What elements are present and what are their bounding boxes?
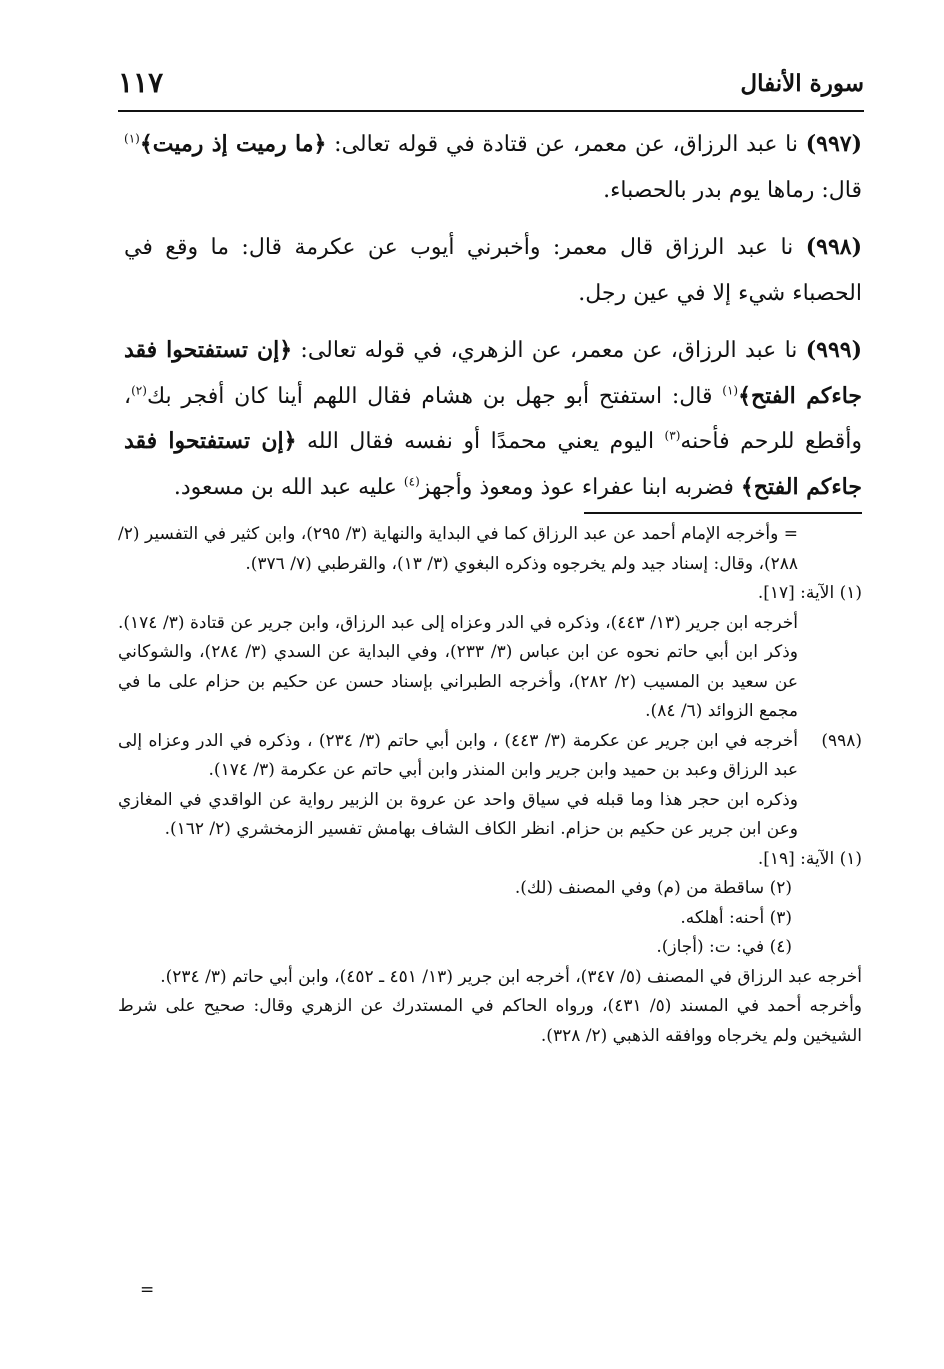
entry-text: فضربه ابنا عفراء عوذ ومعوذ وأجهز — [419, 474, 741, 500]
footnote-text: = وأخرجه الإمام أحمد عن عبد الرزاق كما في البداية والنهاية (٣/ ٢٩٥)، وابن كثير في التفسير (٢/ ٢٨٨)، وقال: إسناد جيد ولم يخرجوه وذكره البغوي (٣/ ١٣)، والقرطبي (٧/ ٣٧٦). — [118, 524, 798, 574]
entry-text: قال: استفتح أبو جهل بن هشام فقال اللهم أينا كان أفجر بك — [146, 383, 723, 409]
footnote-997-1: (١) الآية: [١٧]. — [757, 583, 862, 603]
footnote-ref: (٢) — [131, 383, 147, 398]
footnote-999-1: (١) الآية: [١٩]. — [757, 848, 862, 869]
footnote-continuation — [118, 520, 862, 579]
entry-text: نا عبد الرزاق قال معمر: وأخبرني أيوب عن عكرمة قال: ما وقع في الحصباء شيء إلا في عين رجل. — [124, 235, 862, 306]
page-number: ١١٧ — [118, 66, 164, 99]
footnote-divider — [584, 512, 862, 514]
entry-text: نا عبد الرزاق، عن معمر، عن الزهري، في قوله تعالى: — [292, 338, 806, 363]
entry-text: عليه عبد الله بن مسعود. — [173, 474, 404, 500]
quran-verse: ﴿إن تستفتحوا فقد جاءكم الفتح﴾ — [124, 428, 862, 500]
footnote-text: أخرجه في ابن جرير عن عكرمة (٣/ ٤٤٣) ، وابن أبي حاتم (٣/ ٢٣٤) ، وذكره في الدر وعزاه إلى عبد الرزاق وعبد بن حميد وابن جرير وابن المنذر وابن أبي حاتم عن عكرمة (٣/ ١٧٤). — [118, 730, 799, 780]
entry-number: (٩٩٧) — [805, 131, 862, 157]
footnote-999-2: (٢) ساقطة من (م) وفي المصنف (لك). — [514, 878, 792, 898]
footnote-ref: (١) — [722, 383, 739, 398]
footnote-999-4: (٤) في: ت: (أجاز). — [656, 937, 792, 957]
footnote-label: (٩٩٨) — [821, 730, 862, 751]
footnote-text: أخرجه ابن جرير (١٣/ ٤٤٣)، وذكره في الدر وعزاه إلى عبد الرزاق، وابن جرير عن قتادة (٣/ ١٧٤). وذكر ابن أبي حاتم نحوه عن ابن عباس (٣/ ٢٣٣)، وفي البداية عن السدي (٣/ ٢٨٤)، والشوكاني عن سعيد بن المسيب (٢/ ٢٨٢)، وأخرجه الطبراني بإسناد حسن عن حكيم بن حزام على ما في مجمع الزوائد (٦/ ٨٤). — [118, 612, 799, 721]
footnote-998-cont — [118, 786, 862, 845]
entry-number: (٩٩٨) — [805, 234, 862, 260]
continuation-mark: = — [140, 1280, 155, 1300]
footnote-998 — [118, 727, 862, 786]
entry-number: (٩٩٩) — [805, 337, 862, 363]
footnote-999-body-2: وأخرجه أحمد في المسند (٥/ ٤٣١)، ورواه الحاكم في المستدرك عن الزهري وقال: صحيح على شرط الشيخين ولم يخرجاه ووافقه الذهبي (٢/ ٣٢٨). — [118, 996, 863, 1046]
surah-title: سورة الأنفال — [740, 70, 864, 97]
page-header — [118, 66, 864, 106]
main-text — [124, 122, 862, 522]
footnote-ref: (٤) — [403, 474, 420, 489]
footnote-997-body — [118, 609, 862, 727]
entry-text: قال: رماها يوم بدر بالحصباء. — [603, 177, 862, 203]
footnote-ref: (١) — [124, 131, 140, 146]
entry-text: اليوم يعني محمدًا أو نفسه فقال الله — [296, 429, 665, 454]
hadith-entry-998 — [124, 225, 862, 316]
footnote-ref: (٣) — [664, 428, 681, 443]
entry-text: نا عبد الرزاق، عن معمر، عن قتادة في قوله تعالى: — [326, 132, 806, 157]
hadith-entry-997 — [124, 122, 862, 213]
footnote-text: وذكره ابن حجر هذا وما قبله في سياق واحد عن عروة بن الزبير رواية عن الواقدي في المغازي وعن ابن جرير عن حكيم بن حزام. انظر الكاف الشاف بهامش تفسير الزمخشري (٢/ ١٦٢). — [118, 789, 798, 839]
hadith-entry-999 — [124, 328, 862, 510]
header-divider — [118, 110, 864, 112]
quran-verse: ﴿إن تستفتحوا فقد جاءكم الفتح﴾ — [124, 337, 862, 409]
footnote-999-body: أخرجه عبد الرزاق في المصنف (٥/ ٣٤٧)، أخرجه ابن جرير (١٣/ ٤٥١ ـ ٤٥٢)، وابن أبي حاتم (٣/ ٢٣٤). — [160, 966, 862, 987]
footnote-999-3: (٣) أحنه: أهلكه. — [680, 907, 792, 928]
entry-text: ، وأقطع للرحم فأحنه — [124, 383, 862, 454]
quran-verse: ﴿ما رميت إذ رميت﴾ — [139, 131, 327, 157]
footnotes — [118, 520, 862, 1051]
